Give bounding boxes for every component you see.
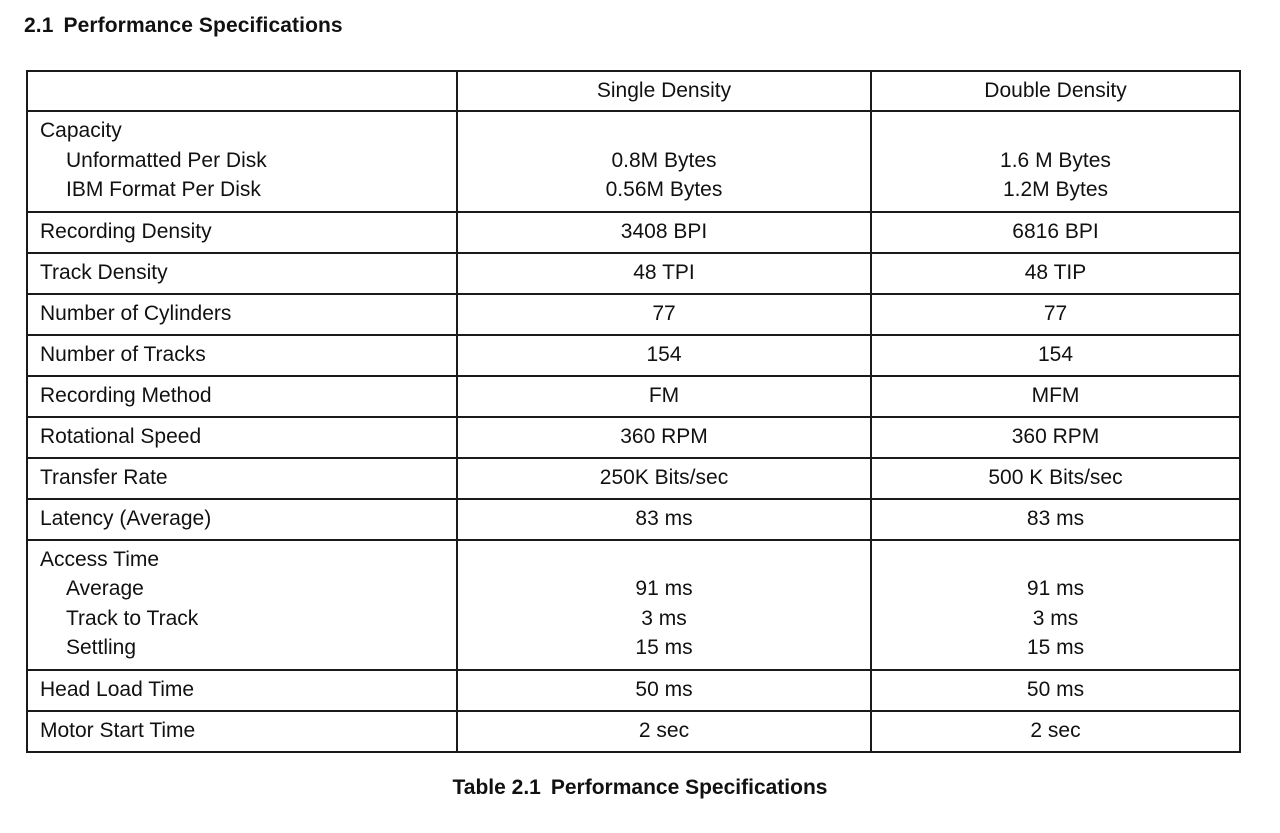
single-density-value: 154: [457, 335, 871, 376]
value-line: 0.8M Bytes: [611, 148, 717, 172]
value-line: 91 ms: [635, 577, 693, 600]
single-density-value: 2 sec: [457, 711, 871, 752]
table-row: [27, 376, 1240, 417]
row-label: Track Density: [27, 253, 457, 294]
single-density-value: 360 RPM: [457, 417, 871, 458]
double-density-value: 50 ms: [871, 670, 1240, 711]
value-line: [872, 545, 1239, 575]
double-density-value: [871, 111, 1240, 212]
table-row-capacity: [27, 111, 1240, 212]
table-row: [27, 335, 1240, 376]
caption-title: Performance Specifications: [550, 776, 828, 799]
table-caption: [0, 776, 1280, 800]
value-line: [872, 116, 1239, 146]
value-line: 15 ms: [1026, 636, 1085, 659]
row-label: Transfer Rate: [27, 458, 457, 499]
table-row-access-time: [27, 540, 1240, 670]
row-label: Head Load Time: [27, 670, 457, 711]
table-header-row: [27, 71, 1240, 111]
section-number: 2.1: [24, 14, 54, 37]
double-density-value: 6816 BPI: [871, 212, 1240, 253]
row-label: Number of Tracks: [27, 335, 457, 376]
row-label: [27, 111, 457, 212]
double-density-value: 500 K Bits/sec: [871, 458, 1240, 499]
value-line: 1.6 M Bytes: [1000, 148, 1111, 172]
label-main: Access Time: [40, 547, 160, 571]
label-sub: Settling: [66, 636, 137, 659]
double-density-value: 83 ms: [871, 499, 1240, 540]
table-row: [27, 294, 1240, 335]
table-row: [27, 499, 1240, 540]
row-label: Recording Method: [27, 376, 457, 417]
label-sub: Unformatted Per Disk: [66, 148, 267, 172]
label-sub: IBM Format Per Disk: [66, 178, 261, 201]
single-density-value: 48 TPI: [457, 253, 871, 294]
section-title: Performance Specifications: [63, 14, 343, 37]
double-density-value: 360 RPM: [871, 417, 1240, 458]
single-density-value: 3408 BPI: [457, 212, 871, 253]
double-density-value: 48 TIP: [871, 253, 1240, 294]
value-line: 1.2M Bytes: [1002, 178, 1109, 201]
table-row: [27, 417, 1240, 458]
caption-number: Table 2.1: [452, 776, 541, 799]
row-label: Number of Cylinders: [27, 294, 457, 335]
value-line: [458, 545, 870, 575]
value-line: 91 ms: [1026, 577, 1085, 600]
single-density-value: FM: [457, 376, 871, 417]
row-label: Motor Start Time: [27, 711, 457, 752]
performance-spec-table: [26, 70, 1241, 753]
row-label: Latency (Average): [27, 499, 457, 540]
table-row: [27, 458, 1240, 499]
value-line: [458, 116, 870, 146]
single-density-value: 83 ms: [457, 499, 871, 540]
table-row: [27, 212, 1240, 253]
label-main: Capacity: [40, 119, 122, 142]
double-density-value: MFM: [871, 376, 1240, 417]
double-density-value: [871, 540, 1240, 670]
double-density-value: 77: [871, 294, 1240, 335]
label-sub: Track to Track: [66, 606, 199, 630]
header-double-density: Double Density: [871, 71, 1240, 111]
single-density-value: 50 ms: [457, 670, 871, 711]
single-density-value: 77: [457, 294, 871, 335]
double-density-value: 154: [871, 335, 1240, 376]
value-line: 3 ms: [641, 606, 687, 630]
value-line: 15 ms: [635, 636, 693, 659]
value-line: 0.56M Bytes: [605, 178, 723, 201]
single-density-value: [457, 540, 871, 670]
double-density-value: 2 sec: [871, 711, 1240, 752]
single-density-value: [457, 111, 871, 212]
row-label: [27, 540, 457, 670]
table-row: [27, 711, 1240, 752]
row-label: Recording Density: [27, 212, 457, 253]
value-line: 3 ms: [1032, 606, 1079, 630]
header-single-density: Single Density: [457, 71, 871, 111]
section-heading: [24, 14, 343, 38]
row-label: Rotational Speed: [27, 417, 457, 458]
table-row: [27, 253, 1240, 294]
table-row: [27, 670, 1240, 711]
header-blank: [27, 71, 457, 111]
single-density-value: 250K Bits/sec: [457, 458, 871, 499]
label-sub: Average: [66, 577, 144, 600]
